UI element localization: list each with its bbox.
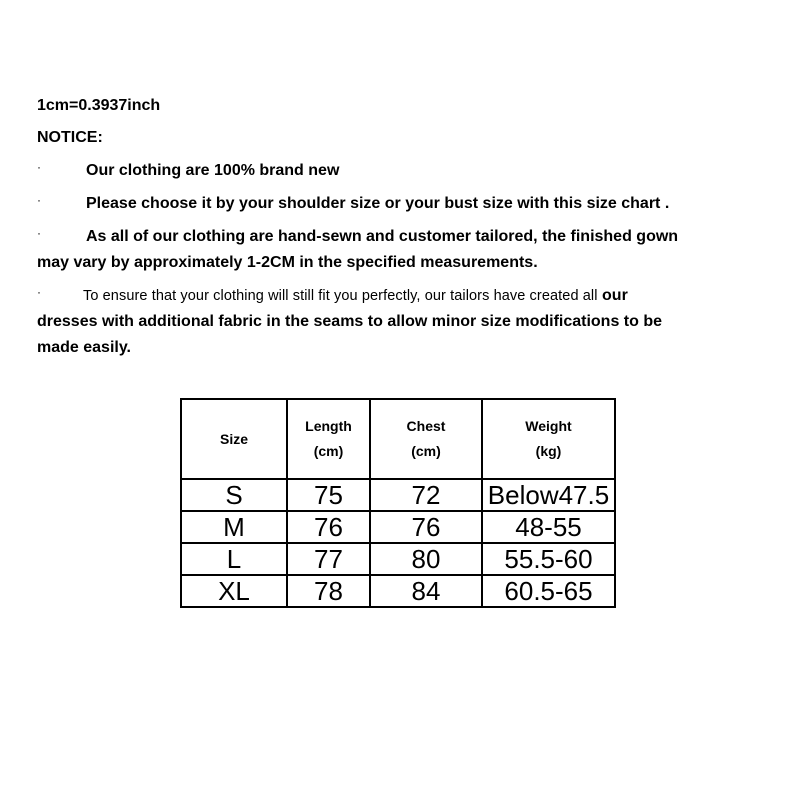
cell-weight: 55.5-60 [482,543,615,575]
cell-chest: 80 [370,543,482,575]
notice-title: NOTICE: [37,129,103,146]
cell-chest: 76 [370,511,482,543]
cell-size: S [181,479,287,511]
table-row [181,543,615,575]
cell-length: 75 [287,479,370,511]
cell-size: M [181,511,287,543]
bullet: · [37,226,41,240]
header-chest: Chest (cm) [370,399,482,479]
bullet: · [37,193,41,207]
cell-chest: 72 [370,479,482,511]
bullet: · [37,285,41,299]
cell-length: 78 [287,575,370,607]
unit-conversion: 1cm=0.3937inch [37,97,161,114]
notice-text: As all of our clothing are hand-sewn and customer tailored, the finished gown [86,228,679,245]
notice-text-continued: made easily. [37,339,131,356]
notice-text-continued: may vary by approximately 1-2CM in the specified measurements. [37,254,538,271]
header-weight: Weight (kg) [482,399,615,479]
bullet: · [37,160,41,174]
cell-weight: 48-55 [482,511,615,543]
header-size: Size [181,399,287,479]
table-row [181,511,615,543]
cell-weight: Below47.5 [482,479,615,511]
notice-text [83,286,628,306]
cell-weight: 60.5-65 [482,575,615,607]
notice-text: Our clothing are 100% brand new [86,162,340,179]
table-header-row [181,399,615,479]
header-length: Length (cm) [287,399,370,479]
notice-text-small: To ensure that your clothing will still fit you perfectly, our tailors have created all [83,288,598,304]
size-chart-table [180,398,616,608]
table-row [181,479,615,511]
notice-text: Please choose it by your shoulder size or your bust size with this size chart . [86,195,670,212]
notice-text-end: our [602,287,628,304]
cell-size: L [181,543,287,575]
notice-text-continued: dresses with additional fabric in the seams to allow minor size modifications to be [37,313,663,330]
cell-chest: 84 [370,575,482,607]
table-row [181,575,615,607]
cell-length: 77 [287,543,370,575]
cell-length: 76 [287,511,370,543]
cell-size: XL [181,575,287,607]
